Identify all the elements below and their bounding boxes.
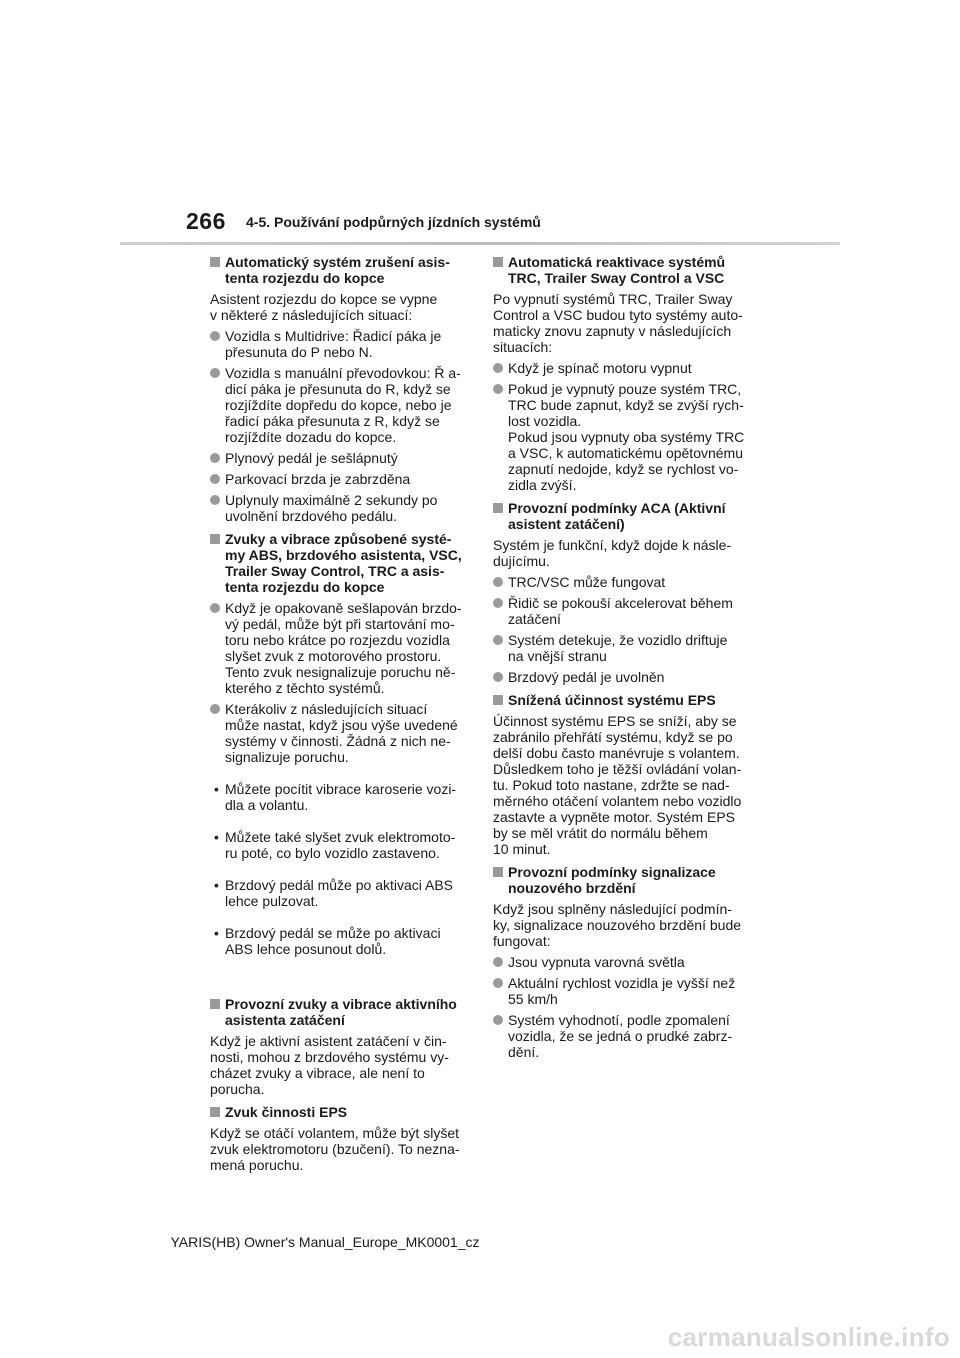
list-item [210,701,466,989]
list-item-text: Brzdový pedál je uvolněn [508,669,665,685]
section-aca-conditions [493,500,749,685]
circle-bullet-icon [210,331,220,341]
page-footer [0,1234,960,1250]
section-sounds-vibrations [210,531,466,989]
list-item [493,975,749,1007]
section-title-text: Provozní zvuky a vibrace aktivního asistenta zatáčení [225,996,457,1028]
section-auto-reactivation [493,254,749,493]
square-bullet-icon [210,1107,220,1117]
list-item [493,574,749,590]
circle-bullet-icon [493,635,503,645]
section-title [210,254,466,286]
page-number: 266 [186,208,226,234]
list-item [210,365,466,445]
list-item [493,632,749,664]
list-item [493,669,749,685]
list-item-text: Jsou vypnuta varovná světla [508,954,685,970]
section-title-text: Automatická reaktivace systémů TRC, Trailer Sway Control a VSC [508,254,726,286]
section-emergency-brake-signal [493,864,749,1060]
list-item [210,600,466,696]
section-title-text: Zvuk činnosti EPS [225,1104,348,1120]
sub-list-item: • Brzdový pedál se může po aktivaci ABS lehce posunout dolů. [210,925,466,957]
list-item [210,492,466,524]
paragraph: Když je aktivní asistent zatáčení v čin- nosti, mohou z brzdového systému vy- cházet zvuky a vibrace, ale není to porucha. [210,1033,449,1097]
square-bullet-icon [493,695,503,705]
list-item [493,1012,749,1060]
chapter-title: 4-5. Používání podpůrných jízdních systémů [246,214,541,230]
list-item-text: TRC/VSC může fungovat [508,574,666,590]
section-eps-sound [210,1104,466,1173]
list-item-text: Plynový pedál je sešlápnutý [225,450,398,466]
paragraph: Když jsou splněny následující podmín- ky, signalizace nouzového brzdění bude fungovat: [493,901,742,949]
section-title-text: Provozní podmínky ACA (Aktivní asistent zatáčení) [508,500,726,532]
section-title [210,996,466,1028]
right-column [493,254,749,1067]
circle-bullet-icon [210,474,220,484]
circle-bullet-icon [210,368,220,378]
square-bullet-icon [210,999,220,1009]
left-column [210,254,466,1180]
list-item-text: Vozidla s Multidrive: Řadicí páka je přesunuta do P nebo N. [225,328,442,360]
circle-bullet-icon [493,978,503,988]
section-title-text: Zvuky a vibrace způsobené systé- my ABS, brzdového asistenta, VSC, Trailer Sway Control, TRC a asis- tenta rozjezdu do kopce [225,531,462,595]
circle-bullet-icon [493,957,503,967]
square-bullet-icon [210,257,220,267]
square-bullet-icon [493,257,503,267]
list-item [493,595,749,627]
section-aca-sounds [210,996,466,1097]
paragraph: Asistent rozjezdu do kopce se vypne v některé z následujících situací: [210,291,438,323]
square-bullet-icon [210,534,220,544]
watermark: carmanualsonline.info [667,1322,950,1352]
sub-list-item: • Můžete pocítit vibrace karoserie vozi- dla a volantu. [210,781,466,813]
list-item-text: Systém vyhodnotí, podle zpomalení vozidla, že se jedná o prudké zabrz- dění. [508,1012,733,1060]
list-item [493,954,749,970]
sub-list-item: • Můžete také slyšet zvuk elektromoto- ru poté, co bylo vozidlo zastaveno. [210,829,466,861]
page-header [0,0,960,250]
list-item-text: Pokud je vypnutý pouze systém TRC, TRC bude zapnut, když se zvýší rych- lost vozidla. Pokud jsou vypnuty oba systémy TRC a VSC, k automatickému opětovnému zapnutí nedojde, když se rychlost vo- zidla zvýší. [508,381,745,493]
square-bullet-icon [493,503,503,513]
section-eps-reduced [493,692,749,857]
list-item-text: Parkovací brzda je zabrzděna [225,471,411,487]
list-item [210,328,466,360]
paragraph: Systém je funkční, když dojde k násle- dujícímu. [493,537,732,569]
circle-bullet-icon [493,577,503,587]
circle-bullet-icon [210,495,220,505]
circle-bullet-icon [493,1015,503,1025]
sub-list [210,765,466,973]
section-title [493,864,749,896]
circle-bullet-icon [210,453,220,463]
circle-bullet-icon [210,704,220,714]
section-title-text: Provozní podmínky signalizace nouzového brzdění [508,864,716,896]
section-title-text: Snížená účinnost systému EPS [508,692,716,708]
list-item-text: Vozidla s manuální převodovkou: Ř a- dicí páka je přesunuta do R, když se rozjíždíte dopředu do kopce, nebo je řadicí páka přesunuta z R, když se rozjíždíte dozadu do kopce. [225,365,461,445]
list-item [493,360,749,376]
section-title-text: Automatický systém zrušení asis- tenta rozjezdu do kopce [225,254,450,286]
circle-bullet-icon [493,363,503,373]
paragraph: Účinnost systému EPS se sníží, aby se zabránilo přehřátí systému, když se po delší dobu často manévruje s volantem. Důsledkem toho je těžší ovládání volan- tu. Pokud toto nastane, zdržte se nad- měrného otáčení volantem nebo vozidlo zastavte a vypněte motor. Systém EPS by se měl vrátit do normálu během 10 minut. [493,713,742,857]
footer-text: YARIS(HB) Owner's Manual_Europe_MK0001_cz [170,1234,480,1250]
list-item-text: Když je opakovaně sešlapován brzdo- vý pedál, může být při startování mo- toru nebo krátce po rozjezdu vozidla slyšet zvuk z motorového prostoru. Tento zvuk nesignalizuje poruchu ně- kterého z těchto systémů. [225,600,462,696]
section-title [493,500,749,532]
square-bullet-icon [493,867,503,877]
section-title [210,531,466,595]
section-hill-start-cancel [210,254,466,524]
circle-bullet-icon [210,603,220,613]
circle-bullet-icon [493,598,503,608]
circle-bullet-icon [493,384,503,394]
list-item [493,381,749,493]
section-title [493,254,749,286]
paragraph: Po vypnutí systémů TRC, Trailer Sway Control a VSC budou tyto systémy auto- maticky znovu zapnuty v následujících situacích: [493,291,743,355]
list-item [210,450,466,466]
list-item-text: Uplynuly maximálně 2 sekundy po uvolnění brzdového pedálu. [225,492,438,524]
list-item-text: Systém detekuje, že vozidlo driftuje na vnější stranu [508,632,728,664]
list-item-text: Kterákoliv z následujících situací může nastat, když jsou výše uvedené systémy v činnosti. Žádná z nich ne- signalizuje poruchu. [225,701,458,765]
list-item-text: Aktuální rychlost vozidla je vyšší než 55 km/h [508,975,736,1007]
paragraph: Když se otáčí volantem, může být slyšet zvuk elektromotoru (bzučení). To nezna- mená poruchu. [210,1125,460,1173]
list-item [210,471,466,487]
sub-list-item: • Brzdový pedál může po aktivaci ABS lehce pulzovat. [210,877,466,909]
circle-bullet-icon [493,672,503,682]
section-title [210,1104,466,1120]
header-divider [120,242,840,245]
section-title [493,692,749,708]
list-item-text: Když je spínač motoru vypnut [508,360,692,376]
list-item-text: Řidič se pokouší akcelerovat během zatáčení [508,595,733,627]
